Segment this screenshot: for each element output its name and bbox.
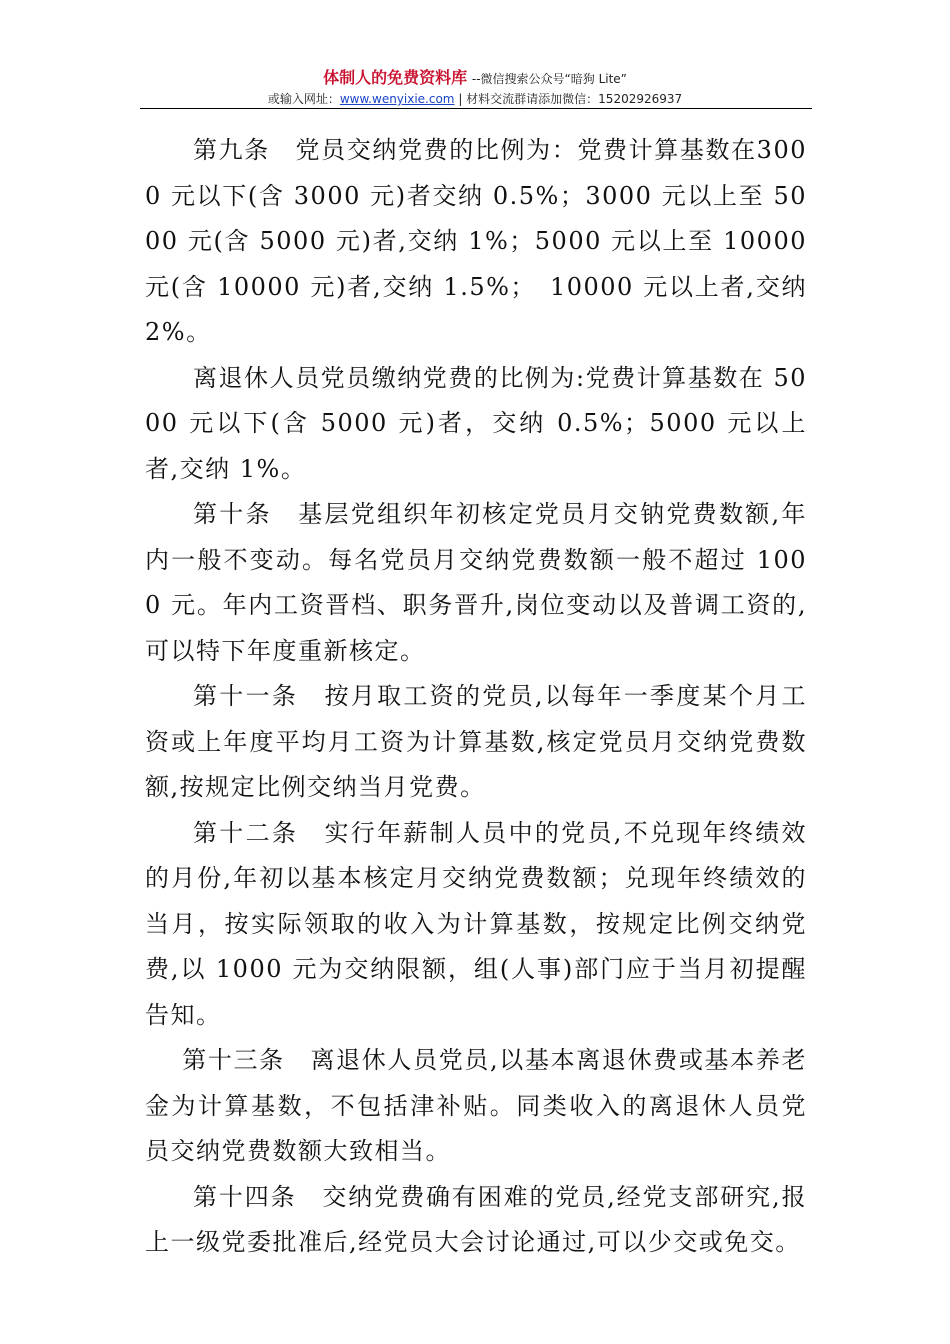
article-13-paragraph: 第十三条 离退休人员党员,以基本离退休费或基本养老金为计算基数，不包括津补贴。同类收入的离退休人员党员交纳党费数额大致相当。 — [145, 1046, 807, 1165]
header-contact-line — [0, 91, 950, 107]
article-9-paragraph: 第九条 党员交纳党费的比例为：党费计算基数在3000 元以下(含 3000 元)者交纳 0.5%；3000 元以上至 5000 元(含 5000 元)者,交纳 1%；5000 元以上至 10000 元(含 10000 元)者,交纳 1.5%； 10000 元以上者,交纳 2%。 — [145, 136, 807, 346]
wechat-note: --微信搜索公众号“暗狗 Lite” — [471, 72, 627, 86]
article-10-paragraph: 第十条 基层党组织年初核定党员月交钠党费数额,年内一般不变动。每名党员月交纳党费数额一般不超过 1000 元。年内工资晋档、职务晋升,岗位变动以及普调工资的,可以特下年度重新核定。 — [145, 500, 807, 665]
header-promo-line — [0, 68, 950, 89]
website-link[interactable]: www.wenyixie.com — [339, 92, 455, 106]
article-12-paragraph: 第十二条 实行年薪制人员中的党员,不兑现年终绩效的月份,年初以基本核定月交纳党费数额；兑现年终绩效的当月，按实际领取的收入为计算基数，按规定比例交纳党费,以 1000 元为交纳限额，组(人事)部门应于当月初提醒告知。 — [145, 818, 807, 1029]
contact-info: | 材料交流群请添加微信：15202926937 — [454, 92, 683, 106]
page-header — [0, 68, 950, 107]
article-14-paragraph: 第十四条 交纳党费确有困难的党员,经党支部研究,报上一级党委批准后,经党员大会讨论通过,可以少交或免交。 — [145, 1182, 807, 1256]
document-body — [145, 128, 807, 1266]
article-11-paragraph: 第十一条 按月取工资的党员,以每年一季度某个月工资或上年度平均月工资为计算基数,核定党员月交纳党费数额,按规定比例交纳当月党费。 — [145, 682, 807, 801]
brand-title: 体制人的免费资料库 — [323, 68, 468, 87]
header-divider — [140, 108, 812, 109]
url-prefix: 或输入网址： — [267, 92, 340, 106]
retiree-rate-paragraph: 离退休人员党员缴纳党费的比例为:党费计算基数在 5000 元以下(含 5000 元)者，交纳 0.5%；5000 元以上者,交纳 1%。 — [145, 363, 807, 483]
